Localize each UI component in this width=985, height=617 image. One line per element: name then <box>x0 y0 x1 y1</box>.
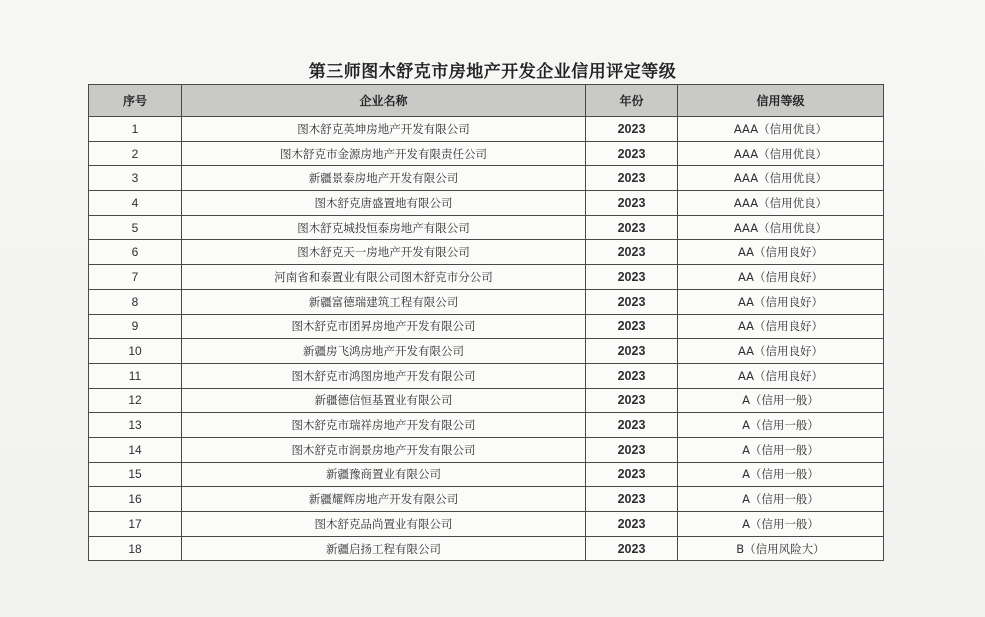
row-credit-grade-cell: AAA（信用优良） <box>678 191 884 216</box>
row-index-cell: 6 <box>89 240 182 265</box>
row-index-cell: 16 <box>89 487 182 512</box>
row-index-cell: 17 <box>89 512 182 537</box>
row-index-cell: 14 <box>89 437 182 462</box>
row-credit-grade-cell: AAA（信用优良） <box>678 215 884 240</box>
row-company-name-cell: 新疆房飞鸿房地产开发有限公司 <box>182 339 586 364</box>
table-row <box>89 462 884 487</box>
row-year-cell: 2023 <box>586 339 678 364</box>
row-index-cell: 12 <box>89 388 182 413</box>
table-row <box>89 363 884 388</box>
row-credit-grade-cell: A（信用一般） <box>678 487 884 512</box>
table-row <box>89 240 884 265</box>
row-company-name-cell: 河南省和泰置业有限公司图木舒克市分公司 <box>182 265 586 290</box>
row-credit-grade-cell: AAA（信用优良） <box>678 117 884 142</box>
table-row <box>89 487 884 512</box>
row-index-cell: 5 <box>89 215 182 240</box>
header-company-name: 企业名称 <box>182 85 586 117</box>
row-credit-grade-cell: AA（信用良好） <box>678 339 884 364</box>
table-row <box>89 536 884 561</box>
row-company-name-cell: 图木舒克天一房地产开发有限公司 <box>182 240 586 265</box>
row-credit-grade-cell: A（信用一般） <box>678 512 884 537</box>
header-year: 年份 <box>586 85 678 117</box>
row-credit-grade-cell: A（信用一般） <box>678 462 884 487</box>
table-row <box>89 314 884 339</box>
row-year-cell: 2023 <box>586 289 678 314</box>
row-company-name-cell: 图木舒克唐盛置地有限公司 <box>182 191 586 216</box>
row-index-cell: 10 <box>89 339 182 364</box>
row-credit-grade-cell: A（信用一般） <box>678 437 884 462</box>
row-credit-grade-cell: AAA（信用优良） <box>678 141 884 166</box>
row-credit-grade-cell: AAA（信用优良） <box>678 166 884 191</box>
row-year-cell: 2023 <box>586 117 678 142</box>
row-company-name-cell: 新疆豫商置业有限公司 <box>182 462 586 487</box>
row-credit-grade-cell: AA（信用良好） <box>678 363 884 388</box>
row-index-cell: 1 <box>89 117 182 142</box>
credit-grade-table <box>88 84 884 561</box>
row-year-cell: 2023 <box>586 363 678 388</box>
row-company-name-cell: 图木舒克市瑞祥房地产开发有限公司 <box>182 413 586 438</box>
row-index-cell: 3 <box>89 166 182 191</box>
row-year-cell: 2023 <box>586 437 678 462</box>
row-index-cell: 11 <box>89 363 182 388</box>
row-index-cell: 8 <box>89 289 182 314</box>
row-index-cell: 9 <box>89 314 182 339</box>
row-company-name-cell: 新疆启扬工程有限公司 <box>182 536 586 561</box>
table-row <box>89 215 884 240</box>
header-index: 序号 <box>89 85 182 117</box>
row-year-cell: 2023 <box>586 166 678 191</box>
row-year-cell: 2023 <box>586 462 678 487</box>
row-year-cell: 2023 <box>586 141 678 166</box>
table-row <box>89 512 884 537</box>
row-year-cell: 2023 <box>586 265 678 290</box>
row-year-cell: 2023 <box>586 388 678 413</box>
row-company-name-cell: 图木舒克市润景房地产开发有限公司 <box>182 437 586 462</box>
row-year-cell: 2023 <box>586 413 678 438</box>
table-row <box>89 141 884 166</box>
table-row <box>89 191 884 216</box>
row-index-cell: 15 <box>89 462 182 487</box>
table-header-row <box>89 85 884 117</box>
row-company-name-cell: 图木舒克品尚置业有限公司 <box>182 512 586 537</box>
row-year-cell: 2023 <box>586 215 678 240</box>
row-year-cell: 2023 <box>586 314 678 339</box>
table-row <box>89 289 884 314</box>
table-body <box>89 117 884 561</box>
row-company-name-cell: 新疆耀辉房地产开发有限公司 <box>182 487 586 512</box>
row-company-name-cell: 图木舒克英坤房地产开发有限公司 <box>182 117 586 142</box>
row-year-cell: 2023 <box>586 240 678 265</box>
row-company-name-cell: 图木舒克城投恒泰房地产有限公司 <box>182 215 586 240</box>
row-index-cell: 4 <box>89 191 182 216</box>
row-credit-grade-cell: AA（信用良好） <box>678 289 884 314</box>
table-row <box>89 166 884 191</box>
table-row <box>89 339 884 364</box>
row-company-name-cell: 图木舒克市鸿图房地产开发有限公司 <box>182 363 586 388</box>
row-credit-grade-cell: A（信用一般） <box>678 413 884 438</box>
row-company-name-cell: 图木舒克市金源房地产开发有限责任公司 <box>182 141 586 166</box>
row-credit-grade-cell: AA（信用良好） <box>678 265 884 290</box>
header-credit-grade: 信用等级 <box>678 85 884 117</box>
table-row <box>89 117 884 142</box>
row-year-cell: 2023 <box>586 487 678 512</box>
row-year-cell: 2023 <box>586 536 678 561</box>
table-row <box>89 388 884 413</box>
row-index-cell: 7 <box>89 265 182 290</box>
row-company-name-cell: 新疆景泰房地产开发有限公司 <box>182 166 586 191</box>
row-credit-grade-cell: B（信用风险大） <box>678 536 884 561</box>
row-index-cell: 18 <box>89 536 182 561</box>
row-year-cell: 2023 <box>586 512 678 537</box>
row-year-cell: 2023 <box>586 191 678 216</box>
table-row <box>89 437 884 462</box>
table-row <box>89 265 884 290</box>
row-company-name-cell: 新疆德信恒基置业有限公司 <box>182 388 586 413</box>
row-company-name-cell: 新疆富德瑞建筑工程有限公司 <box>182 289 586 314</box>
row-company-name-cell: 图木舒克市团昇房地产开发有限公司 <box>182 314 586 339</box>
row-index-cell: 2 <box>89 141 182 166</box>
row-credit-grade-cell: A（信用一般） <box>678 388 884 413</box>
row-credit-grade-cell: AA（信用良好） <box>678 314 884 339</box>
document-title: 第三师图木舒克市房地产开发企业信用评定等级 <box>308 62 677 82</box>
table-row <box>89 413 884 438</box>
row-index-cell: 13 <box>89 413 182 438</box>
row-credit-grade-cell: AA（信用良好） <box>678 240 884 265</box>
